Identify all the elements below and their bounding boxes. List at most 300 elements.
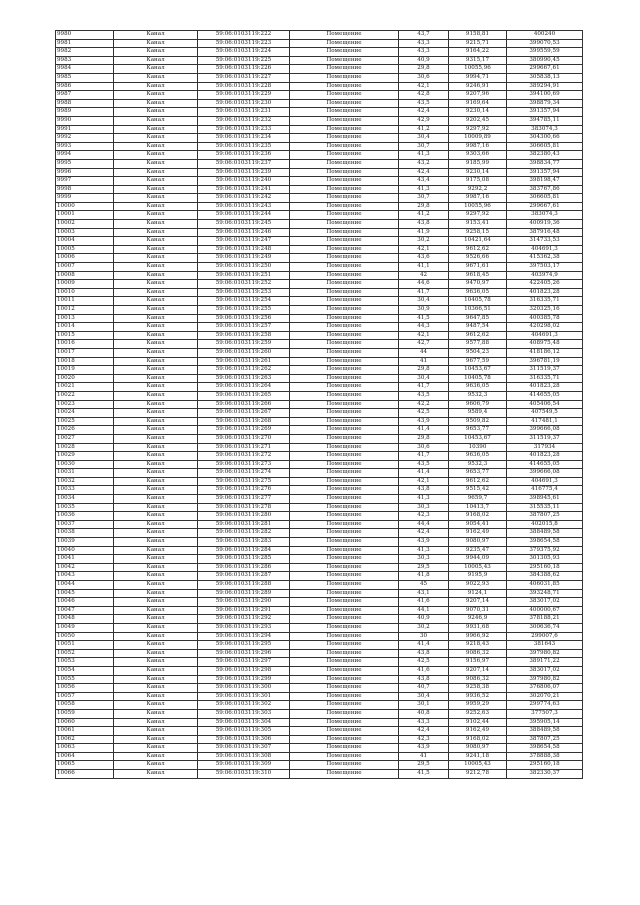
cell-object-type: Помещение (290, 99, 399, 108)
cell-area: 40,8 (399, 709, 449, 718)
cell-location: Канал (114, 142, 198, 151)
cell-row-number: 9982 (56, 48, 114, 57)
cell-unit-value: 9577,88 (449, 340, 507, 349)
cell-location: Канал (114, 65, 198, 74)
cell-location: Канал (114, 116, 198, 125)
cell-row-number: 10030 (56, 460, 114, 469)
cell-location: Канал (114, 417, 198, 426)
cell-row-number: 10009 (56, 280, 114, 289)
cell-location: Канал (114, 572, 198, 581)
table-row (56, 134, 583, 143)
cell-cadastral-number: 59:06:0103119:310 (198, 770, 290, 779)
cell-row-number: 10057 (56, 692, 114, 701)
cell-object-type: Помещение (290, 400, 399, 409)
cell-row-number: 10052 (56, 649, 114, 658)
cell-area: 43,5 (399, 460, 449, 469)
cell-unit-value: 9677,59 (449, 357, 507, 366)
cell-area: 42,4 (399, 108, 449, 117)
cell-cadastral-number: 59:06:0103119:247 (198, 237, 290, 246)
cell-cadastral-value: 378888,38 (507, 752, 583, 761)
cell-unit-value: 10055,96 (449, 202, 507, 211)
cell-location: Канал (114, 400, 198, 409)
cell-cadastral-number: 59:06:0103119:235 (198, 142, 290, 151)
cell-cadastral-value: 414655,05 (507, 391, 583, 400)
cell-area: 42,1 (399, 477, 449, 486)
table-row (56, 142, 583, 151)
cell-cadastral-value: 400000,67 (507, 606, 583, 615)
cell-location: Канал (114, 383, 198, 392)
cell-row-number: 9986 (56, 82, 114, 91)
table-row (56, 314, 583, 323)
table-row (56, 306, 583, 315)
cell-object-type: Помещение (290, 675, 399, 684)
cell-area: 41,3 (399, 185, 449, 194)
table-row (56, 666, 583, 675)
cell-cadastral-number: 59:06:0103119:248 (198, 245, 290, 254)
cell-row-number: 10021 (56, 383, 114, 392)
cell-location: Канал (114, 512, 198, 521)
cell-unit-value: 9659,7 (449, 495, 507, 504)
table-row (56, 331, 583, 340)
cell-area: 30,4 (399, 297, 449, 306)
cell-cadastral-value: 380990,45 (507, 56, 583, 65)
cell-cadastral-number: 59:06:0103119:281 (198, 520, 290, 529)
table-row (56, 374, 583, 383)
cell-cadastral-number: 59:06:0103119:275 (198, 477, 290, 486)
table-row (56, 434, 583, 443)
cell-unit-value: 9246,9 (449, 615, 507, 624)
cell-cadastral-number: 59:06:0103119:290 (198, 598, 290, 607)
cell-row-number: 10039 (56, 538, 114, 547)
cell-cadastral-number: 59:06:0103119:277 (198, 495, 290, 504)
cell-location: Канал (114, 357, 198, 366)
cell-cadastral-value: 378188,21 (507, 615, 583, 624)
cell-area: 30,1 (399, 701, 449, 710)
cell-area: 43,9 (399, 744, 449, 753)
cell-cadastral-number: 59:06:0103119:256 (198, 314, 290, 323)
cell-cadastral-number: 59:06:0103119:273 (198, 460, 290, 469)
cell-area: 41,7 (399, 288, 449, 297)
cell-unit-value: 9987,16 (449, 142, 507, 151)
cell-row-number: 10044 (56, 581, 114, 590)
cell-area: 43,8 (399, 486, 449, 495)
cell-cadastral-number: 59:06:0103119:296 (198, 649, 290, 658)
cell-row-number: 10033 (56, 486, 114, 495)
cell-area: 30,2 (399, 623, 449, 632)
cell-cadastral-number: 59:06:0103119:295 (198, 641, 290, 650)
cell-unit-value: 9532,3 (449, 391, 507, 400)
cell-unit-value: 10055,96 (449, 65, 507, 74)
cell-area: 41,7 (399, 452, 449, 461)
cell-row-number: 10061 (56, 727, 114, 736)
table-row (56, 116, 583, 125)
cell-cadastral-number: 59:06:0103119:226 (198, 65, 290, 74)
cell-location: Канал (114, 48, 198, 57)
cell-location: Канал (114, 263, 198, 272)
table-row (56, 202, 583, 211)
cell-location: Канал (114, 546, 198, 555)
cell-object-type: Помещение (290, 606, 399, 615)
cell-object-type: Помещение (290, 177, 399, 186)
table-row (56, 744, 583, 753)
cell-location: Канал (114, 82, 198, 91)
table-row (56, 555, 583, 564)
cell-object-type: Помещение (290, 469, 399, 478)
cell-cadastral-number: 59:06:0103119:267 (198, 409, 290, 418)
cell-area: 30,4 (399, 374, 449, 383)
cell-cadastral-value: 316335,71 (507, 297, 583, 306)
table-row (56, 572, 583, 581)
cell-cadastral-number: 59:06:0103119:305 (198, 727, 290, 736)
cell-cadastral-value: 311519,37 (507, 434, 583, 443)
cell-object-type: Помещение (290, 752, 399, 761)
cell-cadastral-value: 299667,61 (507, 65, 583, 74)
cell-object-type: Помещение (290, 366, 399, 375)
cell-cadastral-number: 59:06:0103119:307 (198, 744, 290, 753)
cell-cadastral-number: 59:06:0103119:261 (198, 357, 290, 366)
cell-row-number: 10065 (56, 761, 114, 770)
cell-object-type: Помещение (290, 718, 399, 727)
cell-cadastral-value: 400919,36 (507, 220, 583, 229)
table-row (56, 538, 583, 547)
cell-cadastral-value: 415362,38 (507, 254, 583, 263)
cell-object-type: Помещение (290, 220, 399, 229)
cell-cadastral-value: 407549,5 (507, 409, 583, 418)
cell-cadastral-value: 399666,08 (507, 469, 583, 478)
cell-area: 41,8 (399, 572, 449, 581)
cell-cadastral-value: 304300,66 (507, 134, 583, 143)
cell-unit-value: 9636,05 (449, 383, 507, 392)
table-row (56, 168, 583, 177)
cell-unit-value: 9297,92 (449, 125, 507, 134)
cell-location: Канал (114, 632, 198, 641)
cell-row-number: 10026 (56, 426, 114, 435)
cell-object-type: Помещение (290, 91, 399, 100)
cell-object-type: Помещение (290, 142, 399, 151)
cell-unit-value: 9158,81 (449, 31, 507, 40)
cell-object-type: Помещение (290, 649, 399, 658)
table-row (56, 529, 583, 538)
cell-object-type: Помещение (290, 615, 399, 624)
cell-row-number: 10035 (56, 503, 114, 512)
cell-unit-value: 9230,14 (449, 168, 507, 177)
cell-area: 40,7 (399, 684, 449, 693)
cell-unit-value: 10421,64 (449, 237, 507, 246)
cell-cadastral-value: 398654,58 (507, 538, 583, 547)
cell-cadastral-number: 59:06:0103119:249 (198, 254, 290, 263)
cell-unit-value: 9212,78 (449, 770, 507, 779)
cell-location: Канал (114, 151, 198, 160)
table-row (56, 546, 583, 555)
table-row (56, 615, 583, 624)
cell-location: Канал (114, 340, 198, 349)
cell-object-type: Помещение (290, 168, 399, 177)
cell-cadastral-number: 59:06:0103119:233 (198, 125, 290, 134)
cell-object-type: Помещение (290, 572, 399, 581)
cell-object-type: Помещение (290, 31, 399, 40)
cell-cadastral-value: 422405,26 (507, 280, 583, 289)
table-row (56, 649, 583, 658)
cell-area: 43,3 (399, 718, 449, 727)
cell-area: 44,6 (399, 280, 449, 289)
cell-row-number: 10047 (56, 606, 114, 615)
cell-cadastral-number: 59:06:0103119:272 (198, 452, 290, 461)
cell-location: Канал (114, 306, 198, 315)
cell-object-type: Помещение (290, 735, 399, 744)
cell-location: Канал (114, 271, 198, 280)
cell-location: Канал (114, 615, 198, 624)
cell-row-number: 10055 (56, 675, 114, 684)
cell-unit-value: 9124,1 (449, 589, 507, 598)
cell-row-number: 10014 (56, 323, 114, 332)
cell-unit-value: 9168,02 (449, 735, 507, 744)
cell-row-number: 10008 (56, 271, 114, 280)
cell-location: Канал (114, 254, 198, 263)
cell-cadastral-number: 59:06:0103119:306 (198, 735, 290, 744)
cell-area: 30 (399, 632, 449, 641)
cell-cadastral-value: 381643 (507, 641, 583, 650)
cell-row-number: 10027 (56, 434, 114, 443)
cell-cadastral-value: 300636,74 (507, 623, 583, 632)
table-row (56, 340, 583, 349)
cell-cadastral-value: 299007,6 (507, 632, 583, 641)
table-row (56, 563, 583, 572)
cell-object-type: Помещение (290, 641, 399, 650)
cell-object-type: Помещение (290, 426, 399, 435)
cell-area: 42,4 (399, 727, 449, 736)
cell-unit-value: 9606,79 (449, 400, 507, 409)
cell-unit-value: 9303,66 (449, 151, 507, 160)
table-row (56, 641, 583, 650)
table-row (56, 460, 583, 469)
cell-object-type: Помещение (290, 108, 399, 117)
cell-row-number: 10000 (56, 202, 114, 211)
cell-object-type: Помещение (290, 581, 399, 590)
cell-unit-value: 9258,15 (449, 228, 507, 237)
cell-area: 30,4 (399, 134, 449, 143)
cell-row-number: 10051 (56, 641, 114, 650)
cell-area: 42,7 (399, 340, 449, 349)
cell-row-number: 10025 (56, 417, 114, 426)
cell-cadastral-number: 59:06:0103119:244 (198, 211, 290, 220)
cell-location: Канал (114, 752, 198, 761)
cell-cadastral-number: 59:06:0103119:223 (198, 39, 290, 48)
cell-area: 41,4 (399, 469, 449, 478)
cell-unit-value: 9647,85 (449, 314, 507, 323)
cell-cadastral-number: 59:06:0103119:237 (198, 159, 290, 168)
cell-area: 44,3 (399, 323, 449, 332)
cell-location: Канал (114, 409, 198, 418)
cell-row-number: 10050 (56, 632, 114, 641)
cell-cadastral-value: 404691,3 (507, 477, 583, 486)
cell-area: 43,6 (399, 254, 449, 263)
cell-cadastral-value: 383074,3 (507, 125, 583, 134)
cell-cadastral-number: 59:06:0103119:222 (198, 31, 290, 40)
cell-cadastral-value: 414655,05 (507, 460, 583, 469)
table-row (56, 752, 583, 761)
cell-area: 43,9 (399, 417, 449, 426)
cell-object-type: Помещение (290, 125, 399, 134)
cell-unit-value: 9202,45 (449, 116, 507, 125)
cell-object-type: Помещение (290, 589, 399, 598)
cell-cadastral-value: 391357,94 (507, 168, 583, 177)
cell-location: Канал (114, 31, 198, 40)
cell-unit-value: 9086,32 (449, 675, 507, 684)
cell-area: 42,4 (399, 529, 449, 538)
cell-object-type: Помещение (290, 409, 399, 418)
table-row (56, 211, 583, 220)
cell-row-number: 10018 (56, 357, 114, 366)
cell-unit-value: 10366,51 (449, 306, 507, 315)
cell-row-number: 10031 (56, 469, 114, 478)
cell-cadastral-value: 388489,58 (507, 727, 583, 736)
table-row (56, 237, 583, 246)
table-row (56, 426, 583, 435)
cell-unit-value: 9987,16 (449, 194, 507, 203)
cell-object-type: Помещение (290, 709, 399, 718)
table-row (56, 73, 583, 82)
cell-cadastral-number: 59:06:0103119:309 (198, 761, 290, 770)
cell-area: 29,8 (399, 434, 449, 443)
cell-cadastral-value: 306605,81 (507, 194, 583, 203)
cell-row-number: 9997 (56, 177, 114, 186)
cell-row-number: 10001 (56, 211, 114, 220)
cell-area: 41,6 (399, 666, 449, 675)
cell-cadastral-number: 59:06:0103119:282 (198, 529, 290, 538)
cell-object-type: Помещение (290, 185, 399, 194)
cell-cadastral-value: 398654,58 (507, 744, 583, 753)
table-row (56, 632, 583, 641)
cell-cadastral-number: 59:06:0103119:245 (198, 220, 290, 229)
cell-row-number: 10042 (56, 563, 114, 572)
cell-location: Канал (114, 555, 198, 564)
cell-area: 30,9 (399, 306, 449, 315)
cell-location: Канал (114, 692, 198, 701)
cell-row-number: 10045 (56, 589, 114, 598)
cell-row-number: 9984 (56, 65, 114, 74)
cell-area: 44,1 (399, 606, 449, 615)
cell-unit-value: 9931,68 (449, 623, 507, 632)
cell-row-number: 10058 (56, 701, 114, 710)
cell-cadastral-value: 401823,28 (507, 288, 583, 297)
cell-area: 41,3 (399, 495, 449, 504)
cell-object-type: Помещение (290, 82, 399, 91)
cell-location: Канал (114, 125, 198, 134)
cell-cadastral-number: 59:06:0103119:288 (198, 581, 290, 590)
cell-unit-value: 9653,77 (449, 469, 507, 478)
cell-cadastral-number: 59:06:0103119:280 (198, 512, 290, 521)
cell-area: 40,9 (399, 615, 449, 624)
cell-row-number: 10036 (56, 512, 114, 521)
cell-unit-value: 10005,43 (449, 563, 507, 572)
cell-location: Канал (114, 297, 198, 306)
cell-area: 42,1 (399, 245, 449, 254)
cell-object-type: Помещение (290, 357, 399, 366)
cell-object-type: Помещение (290, 271, 399, 280)
cell-location: Канал (114, 237, 198, 246)
cell-object-type: Помещение (290, 331, 399, 340)
cell-location: Канал (114, 666, 198, 675)
cell-cadastral-number: 59:06:0103119:236 (198, 151, 290, 160)
cell-cadastral-number: 59:06:0103119:250 (198, 263, 290, 272)
cell-object-type: Помещение (290, 159, 399, 168)
cell-cadastral-number: 59:06:0103119:263 (198, 374, 290, 383)
table-row (56, 280, 583, 289)
cell-location: Канал (114, 168, 198, 177)
table-row (56, 409, 583, 418)
cell-location: Канал (114, 649, 198, 658)
cell-row-number: 10037 (56, 520, 114, 529)
cell-cadastral-value: 394785,11 (507, 116, 583, 125)
cell-location: Канал (114, 159, 198, 168)
cell-location: Канал (114, 770, 198, 779)
cell-location: Канал (114, 641, 198, 650)
table-row (56, 297, 583, 306)
cell-location: Канал (114, 99, 198, 108)
cell-cadastral-number: 59:06:0103119:252 (198, 280, 290, 289)
cell-location: Канал (114, 220, 198, 229)
table-row (56, 606, 583, 615)
cell-cadastral-number: 59:06:0103119:232 (198, 116, 290, 125)
cell-object-type: Помещение (290, 598, 399, 607)
table-row (56, 271, 583, 280)
table-row (56, 735, 583, 744)
cell-object-type: Помещение (290, 263, 399, 272)
cell-location: Канал (114, 426, 198, 435)
cell-cadastral-number: 59:06:0103119:224 (198, 48, 290, 57)
cell-unit-value: 9185,99 (449, 159, 507, 168)
cell-cadastral-value: 391357,94 (507, 108, 583, 117)
cell-cadastral-number: 59:06:0103119:230 (198, 99, 290, 108)
cell-object-type: Помещение (290, 632, 399, 641)
cell-row-number: 9998 (56, 185, 114, 194)
cell-object-type: Помещение (290, 727, 399, 736)
cell-area: 42,3 (399, 512, 449, 521)
cell-cadastral-number: 59:06:0103119:242 (198, 194, 290, 203)
cell-unit-value: 9515,42 (449, 486, 507, 495)
table-row (56, 675, 583, 684)
cell-cadastral-value: 398198,47 (507, 177, 583, 186)
cell-row-number: 9996 (56, 168, 114, 177)
cell-cadastral-number: 59:06:0103119:297 (198, 658, 290, 667)
table-row (56, 245, 583, 254)
cell-unit-value: 9258,38 (449, 684, 507, 693)
cell-cadastral-number: 59:06:0103119:303 (198, 709, 290, 718)
cell-object-type: Помещение (290, 538, 399, 547)
table-row (56, 99, 583, 108)
cell-unit-value: 9297,92 (449, 211, 507, 220)
cell-cadastral-value: 398879,34 (507, 99, 583, 108)
cell-row-number: 10004 (56, 237, 114, 246)
cell-object-type: Помещение (290, 194, 399, 203)
cell-unit-value: 9315,17 (449, 56, 507, 65)
cell-cadastral-value: 404691,3 (507, 331, 583, 340)
table-row (56, 469, 583, 478)
table-row (56, 658, 583, 667)
cell-area: 42,1 (399, 82, 449, 91)
cell-row-number: 10054 (56, 666, 114, 675)
cell-location: Канал (114, 134, 198, 143)
cell-object-type: Помещение (290, 512, 399, 521)
cell-area: 42,5 (399, 658, 449, 667)
cell-cadastral-value: 388489,58 (507, 529, 583, 538)
cell-cadastral-value: 302070,21 (507, 692, 583, 701)
table-row (56, 31, 583, 40)
cell-area: 42,9 (399, 116, 449, 125)
cell-cadastral-number: 59:06:0103119:227 (198, 73, 290, 82)
cell-location: Канал (114, 623, 198, 632)
cell-area: 43,2 (399, 159, 449, 168)
